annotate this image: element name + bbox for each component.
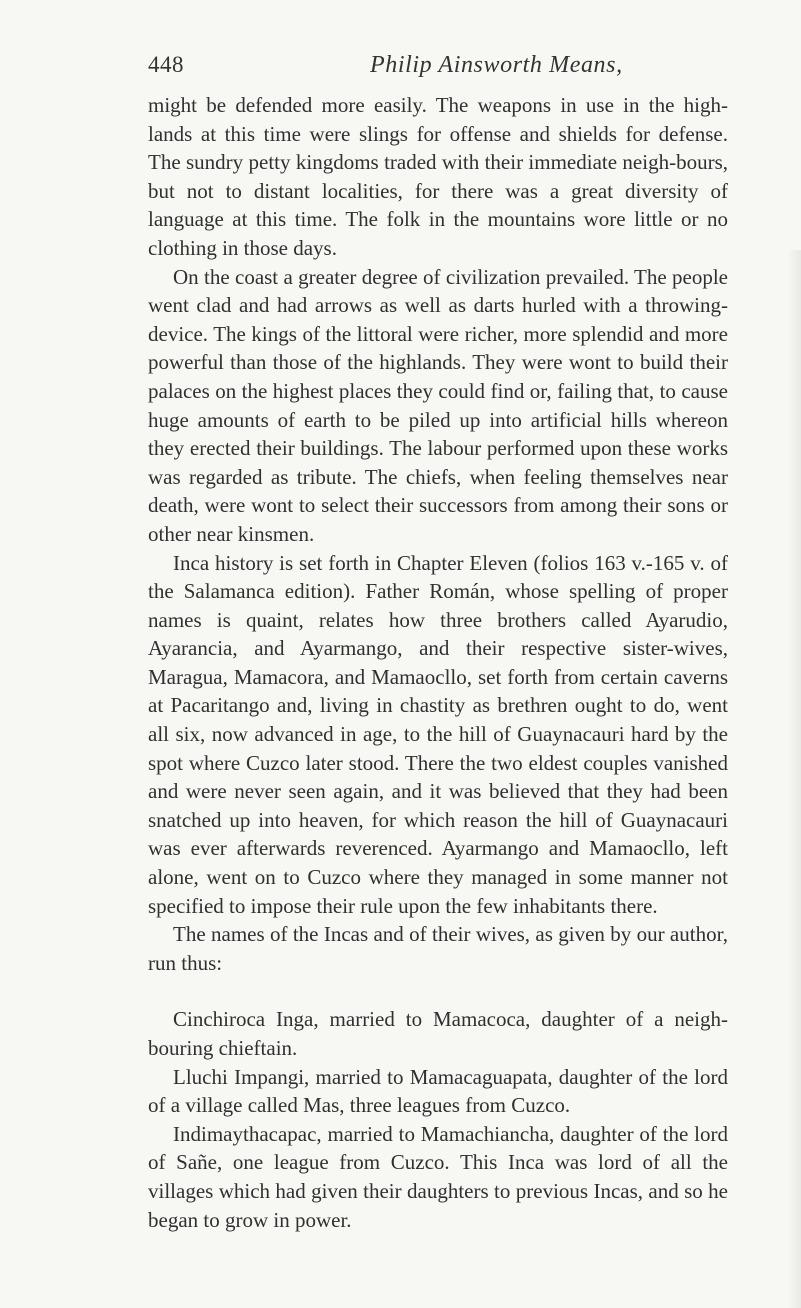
paragraph-1: might be defended more easily. The weapons in use in the high-lands at this time were slings for offense and shields for defense. The sundry petty kingdoms traded with their immediate neigh-bours, but not to distant localities, for there was a great diversity of language at this time. The folk in the mountains wore little or no clothing in those days.	[148, 93, 728, 260]
paragraph-4: The names of the Incas and of their wives, as given by our author, run thus:	[148, 922, 728, 975]
paragraph-2: On the coast a greater degree of civilization prevailed. The people went clad and had arrows as well as darts hurled with a throwing-device. The kings of the littoral were richer, more splendid and more powerful than those of the highlands. They were wont to build their palaces on the highest places they could find or, failing that, to cause huge amounts of earth to be piled up into artificial hills whereon they erected their buildings. The labour performed upon these works was regarded as tribute. The chiefs, when feeling themselves near death, were wont to select their successors from among their sons or other near kinsmen.	[148, 264, 728, 546]
page-edge-shadow	[787, 250, 801, 1308]
running-head: Philip Ainsworth Means,	[370, 52, 623, 78]
list-item: Lluchi Impangi, married to Mamacaguapata, daughter of the lord of a village called Mas, three leagues from Cuzco.	[148, 1064, 728, 1118]
list-item: Cinchiroca Inga, married to Mamacoca, daughter of a neigh-bouring chieftain.	[148, 1007, 728, 1060]
inca-list	[148, 1005, 728, 1234]
list-item: Indimaythacapac, married to Mamachiancha, daughter of the lord of Sañe, one league from Cuzco. This Inca was lord of all the villages which had given their daughters to previous Incas, and so he began to grow in power.	[148, 1121, 728, 1232]
body-text	[148, 91, 728, 1234]
paragraph-3: Inca history is set forth in Chapter Eleven (folios 163 v.-165 v. of the Salamanca edition). Father Román, whose spelling of proper names is quaint, relates how three brothers called Ayarudio, Ayarancia, and Ayarmango, and their respective sister-wives, Maragua, Mamacora, and Mamaocllo, set forth from certain caverns at Pacaritango and, living in chastity as brethren ought to do, went all six, now advanced in age, to the hill of Guaynacauri hard by the spot where Cuzco later stood. There the two eldest couples vanished and were never seen again, and it was believed that they had been snatched up into heaven, for which reason the hill of Guaynacauri was ever afterwards reverenced. Ayarmango and Mamaocllo, left alone, went on to Cuzco where they managed in some manner not specified to impose their rule upon the few inhabitants there.	[148, 550, 728, 918]
page-number: 448	[148, 52, 184, 77]
page-header	[148, 52, 728, 84]
